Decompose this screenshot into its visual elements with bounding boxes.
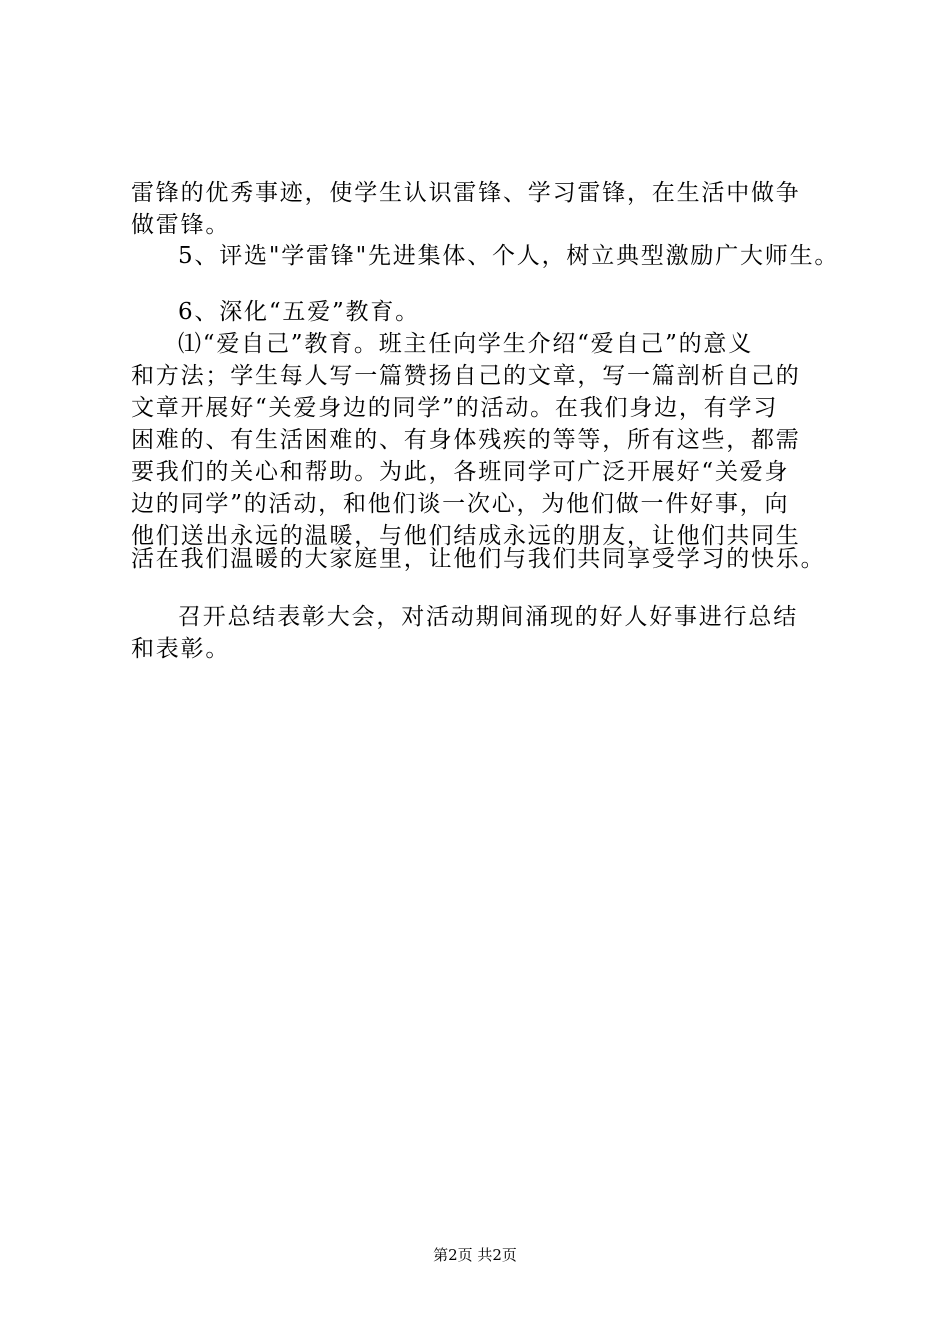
paragraph-line: 做雷锋。	[131, 212, 231, 238]
paragraph-line: 活在我们温暖的大家庭里，让他们与我们共同享受学习的快乐。	[131, 546, 826, 572]
paragraph-line: 他们送出永远的温暖，与他们结成永远的朋友，让他们共同生	[131, 523, 801, 549]
list-item-5: 5、评选"学雷锋"先进集体、个人，树立典型激励广大师生。	[178, 243, 840, 269]
paragraph-line: ⑴“爱自己”教育。班主任向学生介绍“爱自己”的意义	[178, 331, 754, 357]
paragraph-line: 和方法；学生每人写一篇赞扬自己的文章，写一篇剖析自己的	[131, 363, 801, 389]
paragraph-line: 召开总结表彰大会，对活动期间涌现的好人好事进行总结	[178, 604, 798, 630]
paragraph-line: 雷锋的优秀事迹，使学生认识雷锋、学习雷锋，在生活中做争	[131, 180, 801, 206]
paragraph-line: 困难的、有生活困难的、有身体残疾的等等，所有这些，都需	[131, 427, 801, 453]
paragraph-line: 边的同学”的活动，和他们谈一次心，为他们做一件好事，向	[131, 491, 790, 517]
paragraph-line: 文章开展好“关爱身边的同学”的活动。在我们身边，有学习	[131, 395, 779, 421]
section-heading-6: 6、深化“五爱”教育。	[178, 299, 420, 325]
paragraph-line: 和表彰。	[131, 636, 231, 662]
paragraph-line: 要我们的关心和帮助。为此，各班同学可广泛开展好“关爱身	[131, 459, 790, 485]
page-number-footer: 第2页 共2页	[433, 1246, 517, 1264]
